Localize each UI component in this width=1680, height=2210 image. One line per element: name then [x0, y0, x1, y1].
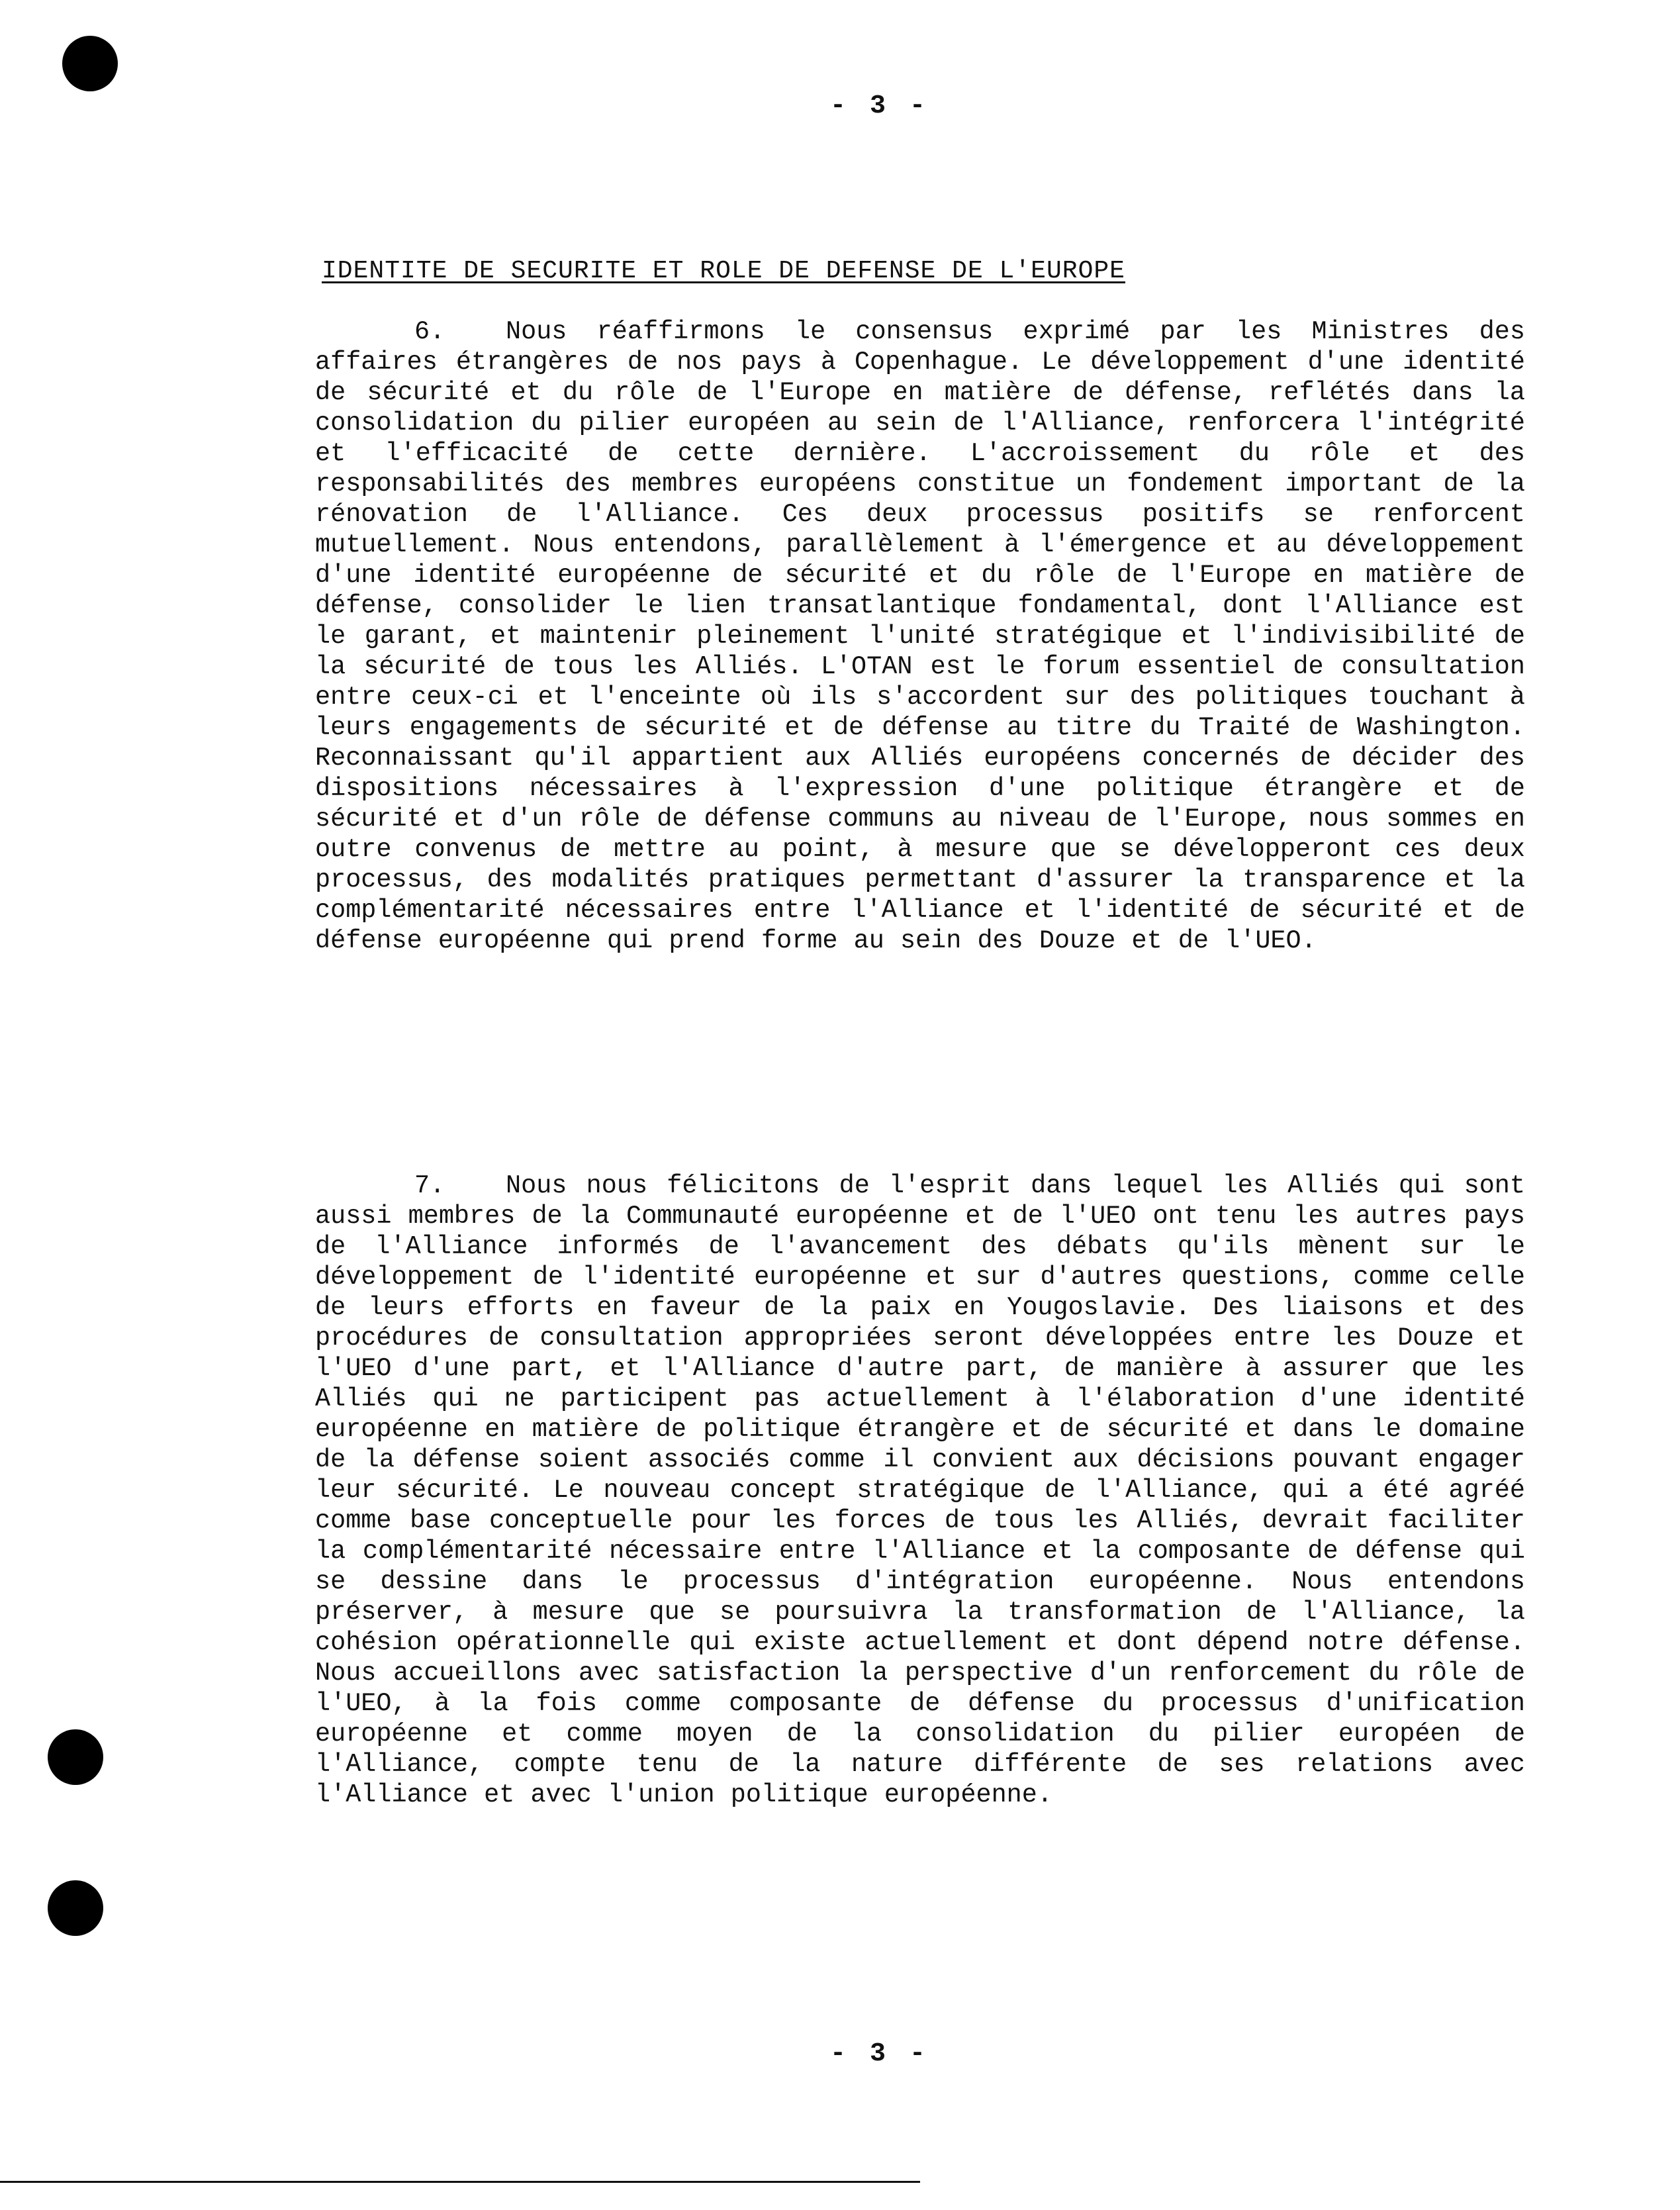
punch-hole	[48, 1729, 103, 1785]
paragraph-text: Nous réaffirmons le consensus exprimé par les Ministres des affaires étrangères de nos pays à Copenhague. Le développement d'une identité de sécurité et du rôle de l'Europe en matière de défense, reflétés dans la consolidation du pilier européen au sein de l'Alliance, renforcera l'intégrité et l'efficacité de cette dernière. L'accroissement du rôle et des responsabilités des membres européens constitue un fondement important de la rénovation de l'Alliance. Ces deux processus positifs se renforcent mutuellement. Nous entendons, parallèlement à l'émergence et au développement d'une identité européenne de sécurité et du rôle de l'Europe en matière de défense, consolider le lien transatlantique fondamental, dont l'Alliance est le garant, et maintenir pleinement l'unité stratégique et l'indivisibilité de la sécurité de tous les Alliés. L'OTAN est le forum essentiel de consultation entre ceux-ci et l'enceinte où ils s'accordent sur des politiques touchant à leurs engagements de sécurité et de défense au titre du Traité de Washington. Reconnaissant qu'il appartient aux Alliés européens concernés de décider des dispositions nécessaires à l'expression d'une politique étrangère et de sécurité et d'un rôle de défense communs au niveau de l'Europe, nous sommes en outre convenus de mettre au point, à mesure que se développeront ces deux processus, des modalités pratiques permettant d'assurer la transparence et la complémentarité nécessaires entre l'Alliance et l'identité de sécurité et de défense européenne qui prend forme au sein des Douze et de l'UEO.	[315, 317, 1525, 955]
paragraph-text: Nous nous félicitons de l'esprit dans lequel les Alliés qui sont aussi membres de la Communauté européenne et de l'UEO ont tenu les autres pays de l'Alliance informés de l'avancement des débats qu'ils mènent sur le développement de l'identité européenne et sur d'autres questions, comme celle de leurs efforts en faveur de la paix en Yougoslavie. Des liaisons et des procédures de consultation appropriées seront développées entre les Douze et l'UEO d'une part, et l'Alliance d'autre part, de manière à assurer que les Alliés qui ne participent pas actuellement à l'élaboration d'une identité européenne en matière de politique étrangère et de sécurité et dans le domaine de la défense soient associés comme il convient aux décisions pouvant engager leur sécurité. Le nouveau concept stratégique de l'Alliance, qui a été agréé comme base conceptuelle pour les forces de tous les Alliés, devrait faciliter la complémentarité nécessaire entre l'Alliance et la composante de défense qui se dessine dans le processus d'intégration européenne. Nous entendons préserver, à mesure que se poursuivra la transformation de l'Alliance, la cohésion opérationnelle qui existe actuellement et dont dépend notre défense. Nous accueillons avec satisfaction la perspective d'un renforcement du rôle de l'UEO, à la fois comme composante de défense du processus d'unification européenne et comme moyen de la consolidation du pilier européen de l'Alliance, compte tenu de la nature différente de ses relations avec l'Alliance et avec l'union politique européenne.	[315, 1171, 1525, 1809]
page-number-top: - 3 -	[829, 91, 930, 121]
section-heading: IDENTITE DE SECURITE ET ROLE DE DEFENSE DE L'EUROPE	[322, 257, 1125, 285]
paragraph-7	[315, 1171, 1525, 1810]
scan-edge-line	[0, 2181, 920, 2183]
page-number-bottom: - 3 -	[829, 2039, 930, 2069]
paragraph-6	[315, 316, 1525, 956]
paragraph-number: 6.	[414, 317, 445, 346]
punch-hole	[62, 36, 118, 91]
paragraph-number: 7.	[414, 1171, 445, 1200]
punch-hole	[48, 1880, 103, 1936]
